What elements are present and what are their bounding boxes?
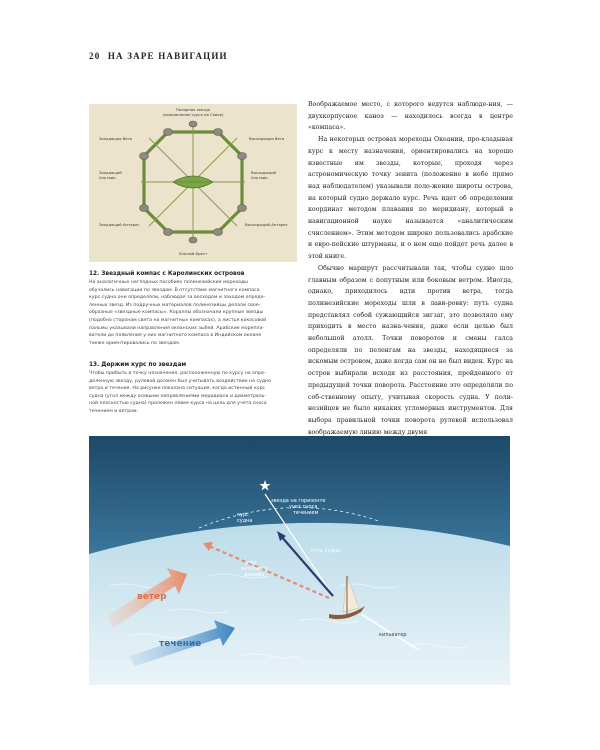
page-number: 20 xyxy=(89,51,101,61)
label-rising-antares: Восходящий Антарес xyxy=(245,222,288,227)
path-label: путь судна xyxy=(311,548,341,554)
wake-label: кильватер xyxy=(379,632,407,638)
label-rising-altair-2: Альтаир xyxy=(251,175,268,180)
caption-line: течением и ветром. xyxy=(89,408,139,414)
wind-drift-label-3: дрейфа xyxy=(244,572,265,578)
course-label-2: судна xyxy=(237,518,253,524)
wind-label: ветер xyxy=(137,592,167,602)
body-paragraph: На некоторых островах мореходы Океании, про-кладывая курс к месту назначения, ориентировались на хорошо известные им звезды, которые, проходя через астрономическую точку зенита (положение в небе прямо над наблюдателем) указывали поло-жение широты острова, на который судно держало курс. Речь идет об определении координат методом плавания по меридиану, который в навигационной науке называется «аналитическим счислением». Этим методом широко пользовались арабские и евро-пейские штурманы, и о нем еще пойдет речь далее в этой книге. xyxy=(308,136,513,261)
current-label: течение xyxy=(159,639,202,649)
drift-label-1: учет сноса xyxy=(289,504,318,510)
caption-course-by-stars xyxy=(89,362,299,416)
label-rising-altair-1: Восходящий xyxy=(251,170,277,175)
caption-line: курс судна они определяли, наблюдая за восходом и заходом опреде- xyxy=(89,295,266,301)
caption-line: ной плоскостью судна) проложен левее курса на цель для учета сноса xyxy=(89,401,267,407)
drift-label-2: течением xyxy=(293,510,319,516)
body-paragraph: Воображаемое место, с которого ведутся наблюде-ния, — двухкорпусное каноэ — находилось всегда в центре «компаса». xyxy=(308,101,513,132)
caption-line: судна (угол между осевыми направлениями меридиана и диаметраль- xyxy=(89,393,267,399)
caption-line: ватели до появления у них магнитного компаса в Индийском океане xyxy=(89,333,262,339)
caption-text xyxy=(89,279,299,347)
caption-line: образные «звездные компасы». Кораллы обозначали крупные звезды xyxy=(89,310,264,316)
label-setting-antares: Заходящий Антарес xyxy=(99,222,140,227)
caption-line: ленных звезд. Из подручных материалов полинезийцы делали свое- xyxy=(89,302,261,308)
caption-line: (подобно сторонам света на магнитных компасах), а листья кокосовой xyxy=(89,317,267,323)
caption-line: ветра и течения. На рисунке показана ситуация, когда истинный курс xyxy=(89,386,266,392)
course-label-1: курс xyxy=(237,512,249,518)
caption-line: Чтобы прибыть в точку назначения, расположенную по курсу на опре- xyxy=(89,371,266,376)
caption-title: 12. Звездный компас с Каролинских островов xyxy=(89,271,245,277)
label-setting-altair-2: Альтаир xyxy=(99,175,116,180)
caption-text xyxy=(89,370,299,416)
caption-line: обучались навигации по звездам. В отсутствие магнитного компаса xyxy=(89,287,260,293)
wind-drift-label-2: ветрового xyxy=(241,566,268,572)
label-rising-vega: Восходящая Вега xyxy=(249,136,285,141)
star-compass-illustration xyxy=(89,104,297,262)
label-polaris: Полярная звезда xyxy=(175,107,211,112)
caption-line: деленную звезду, рулевой должен был учитывать воздействие на судно xyxy=(89,378,271,384)
body-paragraph: Обычно маршрут рассчитывали так, чтобы судно шло главным образом с попутным или боковым ветром. Иногда, однако, приходилось идти против ветра, тогда полинезийские мореходы шли в лави-ровку: путь судна представлял собой сужающийся зигзаг, это позволяло ему приходить в место назна-чения, даже если целью был небольшой атолл. Точки поворотов и смены галса определяли по пеленгам на звезды, находящиеся за искомым островом, даже когда сам он не был виден. Курс на остров выбирали исходя из расстояния, пройденного от предыдущей точки поворота. Расстояние это определяли по соб-ственному опыту, учитывая скорость судна. У поли-незийцев не было никаких угломерных инструментов. Для выбора правильной точки поворота рулевой использовал воображаемую линию между двумя xyxy=(308,264,513,436)
caption-star-compass xyxy=(89,271,299,347)
caption-line: также ориентировались по звездам. xyxy=(89,340,181,346)
caption-line: пальмы указывали направления океанских зыбей. Арабские морепла- xyxy=(89,325,265,331)
caption-line: На аналогичных наглядных пособиях полинезийские мореходы xyxy=(89,280,248,285)
label-setting-vega: Заходящая Вега xyxy=(99,136,132,141)
wind-drift-label-1: учет xyxy=(245,560,257,566)
running-header xyxy=(89,51,228,61)
body-text-column xyxy=(308,99,513,438)
label-southern-cross: Южный Крест xyxy=(178,251,208,256)
star-label: звезда на горизонте xyxy=(271,498,326,504)
label-setting-altair-1: Заходящий xyxy=(99,170,122,175)
caption-title: 13. Держим курс по звездам xyxy=(89,362,187,368)
navigation-scene-illustration xyxy=(89,436,510,685)
label-polaris-direction: (направление курса на Север) xyxy=(162,112,224,117)
running-title: НА ЗАРЕ НАВИГАЦИИ xyxy=(107,51,228,61)
